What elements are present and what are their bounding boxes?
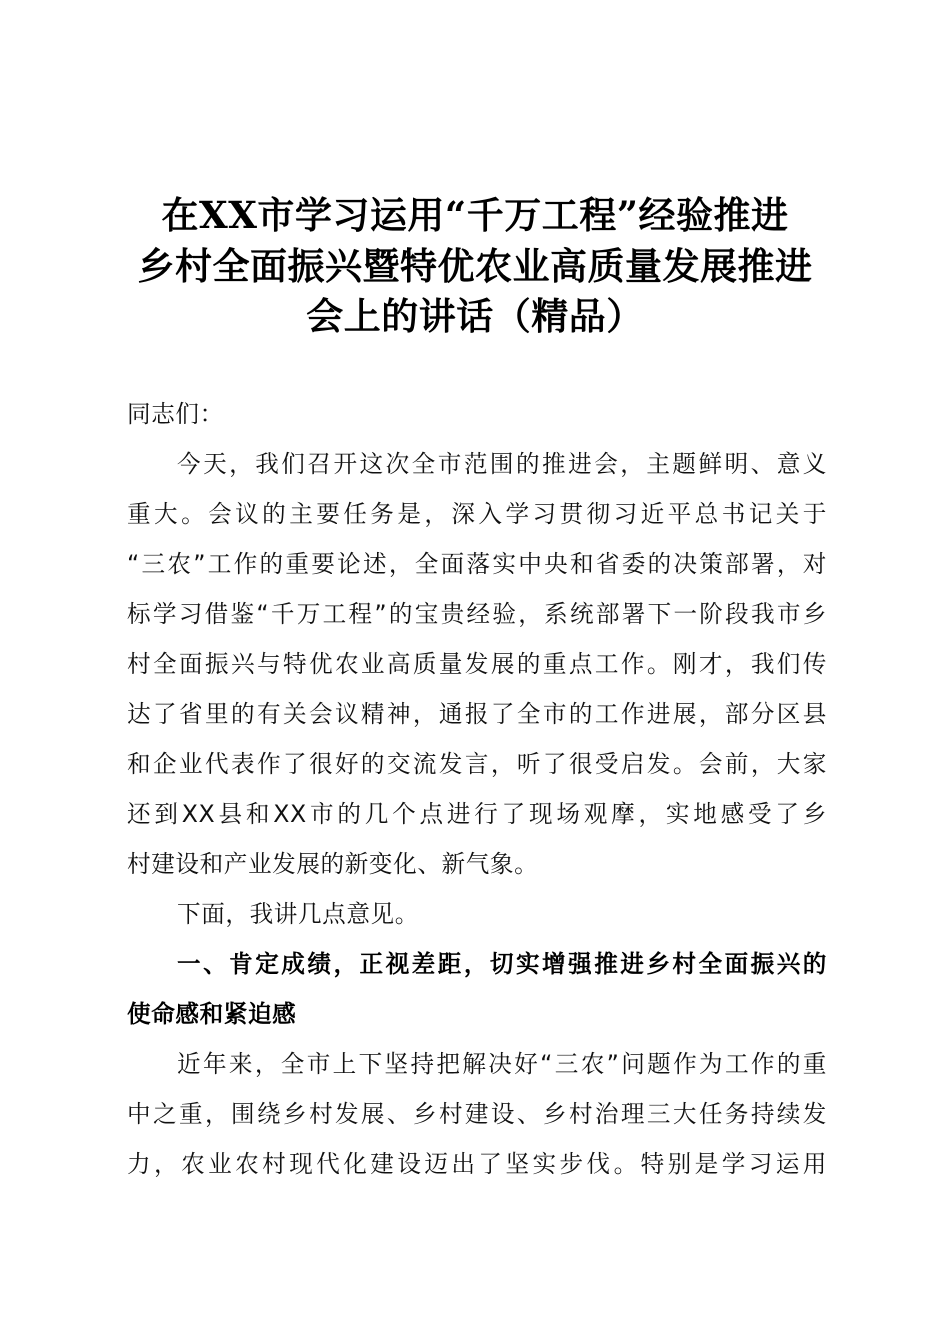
paragraph-line: 重大。会议的主要任务是，深入学习贯彻习近平总书记关于 [127, 500, 827, 528]
section-heading-line: 使命感和紧迫感 [127, 1000, 297, 1028]
paragraph-line: 村全面振兴与特优农业高质量发展的重点工作。刚才，我们传 [127, 650, 827, 678]
document-title-line-1: 在XX市学习运用“千万工程”经验推进 [161, 193, 789, 237]
document-title-line-3: 会上的讲话（精品） [306, 294, 644, 338]
paragraph-line: 今天，我们召开这次全市范围的推进会，主题鲜明、意义 [177, 450, 827, 478]
paragraph-line: 和企业代表作了很好的交流发言，听了很受启发。会前，大家 [127, 750, 827, 778]
paragraph-line: “三农”工作的重要论述，全面落实中央和省委的决策部署，对 [127, 550, 827, 578]
section-heading-line: 一、肯定成绩，正视差距，切实增强推进乡村全面振兴的 [177, 950, 827, 978]
paragraph-line: 下面，我讲几点意见。 [177, 900, 419, 928]
paragraph-line: 中之重，围绕乡村发展、乡村建设、乡村治理三大任务持续发 [127, 1100, 827, 1128]
paragraph-line: 力，农业农村现代化建设迈出了坚实步伐。特别是学习运用 [127, 1150, 827, 1178]
paragraph-line: 村建设和产业发展的新变化、新气象。 [127, 850, 539, 878]
paragraph-line: 达了省里的有关会议精神，通报了全市的工作进展，部分区县 [127, 700, 827, 728]
paragraph-line: 近年来，全市上下坚持把解决好“三农”问题作为工作的重 [177, 1050, 827, 1078]
paragraph-line: 标学习借鉴“千万工程”的宝贵经验，系统部署下一阶段我市乡 [127, 600, 827, 628]
document-title-line-2: 乡村全面振兴暨特优农业高质量发展推进 [137, 244, 813, 288]
paragraph-line: 还到XX县和XX市的几个点进行了现场观摩，实地感受了乡 [127, 800, 827, 828]
salutation: 同志们： [127, 400, 224, 428]
